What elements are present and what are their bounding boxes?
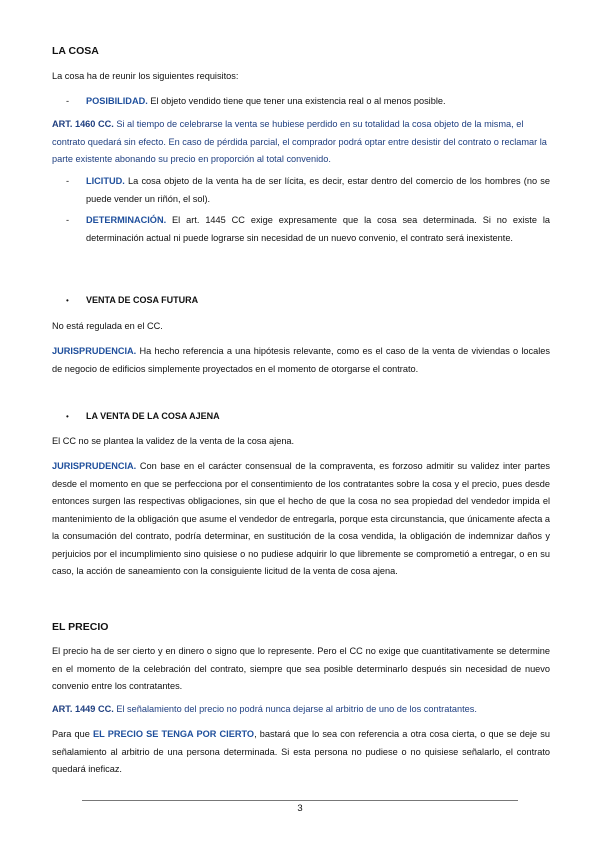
bullet-marker: • bbox=[66, 412, 69, 421]
dash-marker: - bbox=[66, 215, 70, 225]
futura-jurisprudencia: JURISPRUDENCIA. Ha hecho referencia a una hipótesis relevante, como es el caso de la venta de viviendas o locales de negocio de edificios simplemente proyectados en el momento de otorgarse el contrato. bbox=[52, 346, 550, 374]
requirement-licitud: LICITUD. La cosa objeto de la venta ha de ser lícita, es decir, estar dentro del comercio de los hombres (no se puede vender un riñón, el sol). bbox=[86, 176, 550, 204]
dash-marker: - bbox=[66, 96, 70, 106]
requirement-posibilidad: POSIBILIDAD. El objeto vendido tiene que tener una existencia real o al menos posible. bbox=[86, 96, 446, 106]
section-title-el-precio: EL PRECIO bbox=[52, 621, 109, 633]
page-number: 3 bbox=[297, 803, 303, 814]
intro-paragraph: La cosa ha de reunir los siguientes requisitos: bbox=[52, 71, 239, 81]
footer-divider bbox=[82, 800, 518, 801]
dash-marker: - bbox=[66, 176, 70, 186]
ajena-jurisprudencia: JURISPRUDENCIA. Con base en el carácter consensual de la compraventa, es forzoso admitir su validez inter partes desde el momento en que se perfecciona por el consentimiento de los contratantes sobre la cosa y el precio, pues desde entonces surgen las respectivas obligaciones, sin que el hecho de que la cosa no sea propiedad del vendedor impida el mantenimiento de la obligación que asume el vendedor de entregarla, porque esta circunstancia, que únicamente afecta a la consumación del contrato, podría determinar, en sustitución de la cosa vendida, la obligación de indemnizar daños y perjuicios por el incumplimiento sino quisiese o no pudiese adquirir lo que libremente se comprometió a entregar, o en su caso, la acción de saneamiento con la consiguiente licitud de la venta de cosa ajena. bbox=[52, 461, 550, 576]
futura-paragraph: No está regulada en el CC. bbox=[52, 321, 163, 331]
article-1460-quote: ART. 1460 CC. Si al tiempo de celebrarse la venta se hubiese perdido en su totalidad la cosa objeto de la misma, el contrato quedará sin efecto. En caso de pérdida parcial, el comprador podrá optar entre desistir del contrato o reclamar la parte existente abonando su precio en proporción al total convenido. bbox=[52, 119, 547, 164]
article-1449-quote: ART. 1449 CC. El señalamiento del precio no podrá nunca dejarse al arbitrio de uno de los contratantes. bbox=[52, 704, 477, 714]
heading-venta-cosa-ajena: LA VENTA DE LA COSA AJENA bbox=[86, 411, 220, 421]
precio-paragraph: El precio ha de ser cierto y en dinero o signo que lo represente. Pero el CC no exige que cuantitativamente se determine en el momento de la celebración del contrato, siempre que sea posible determinarlo después sin necesidad de nuevo convenio entre los contratantes. bbox=[52, 646, 550, 691]
heading-venta-cosa-futura: VENTA DE COSA FUTURA bbox=[86, 295, 199, 305]
precio-cierto-paragraph: Para que EL PRECIO SE TENGA POR CIERTO, bastará que lo sea con referencia a otra cosa cierta, o que se deje su señalamiento al arbitrio de una persona determinada. Si esta persona no pudiese o no quisiese señalarlo, el contrato quedará ineficaz. bbox=[52, 729, 550, 774]
section-title-la-cosa: LA COSA bbox=[52, 45, 99, 57]
bullet-marker: • bbox=[66, 296, 69, 305]
ajena-paragraph: El CC no se plantea la validez de la venta de la cosa ajena. bbox=[52, 436, 295, 446]
requirement-determinacion: DETERMINACIÓN. El art. 1445 CC exige expresamente que la cosa sea determinada. Si no existe la determinación actual ni puede lograrse sin necesidad de un nuevo convenio, el contrato será inexistente. bbox=[86, 215, 550, 243]
